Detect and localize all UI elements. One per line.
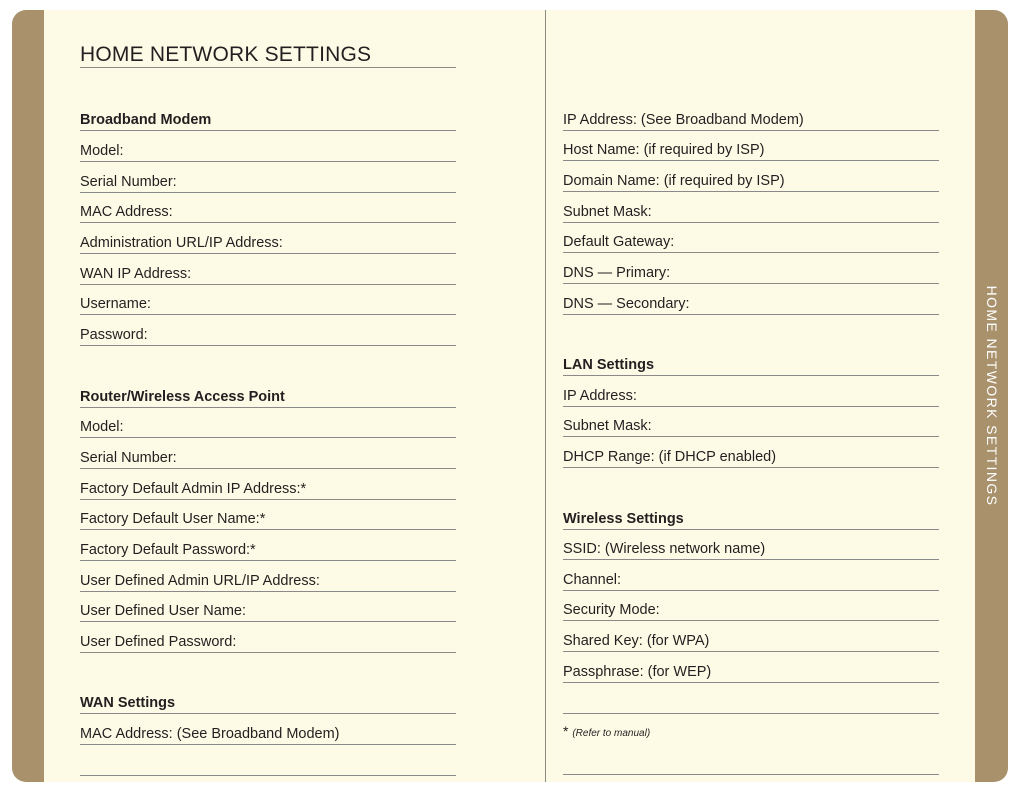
form-field-line[interactable]: Administration URL/IP Address: [80, 233, 456, 254]
form-field-line[interactable]: Username: [80, 294, 456, 315]
form-field-line[interactable]: Model: [80, 141, 456, 162]
section-heading: Wireless Settings [563, 509, 939, 530]
form-field-line[interactable]: SSID: (Wireless network name) [563, 539, 939, 560]
form-field-line[interactable]: DHCP Range: (if DHCP enabled) [563, 447, 939, 468]
form-field-line[interactable]: DNS — Primary: [563, 263, 939, 284]
form-field-line[interactable]: Password: [80, 325, 456, 346]
form-field-line[interactable]: Security Mode: [563, 600, 939, 621]
form-field-line[interactable]: Factory Default Admin IP Address:* [80, 479, 456, 500]
form-field-line[interactable]: WAN IP Address: [80, 264, 456, 285]
form-field-line[interactable]: Subnet Mask: [563, 416, 939, 437]
form-field-line[interactable]: IP Address: [563, 386, 939, 407]
footnote-mark: * [563, 723, 569, 739]
side-tab [975, 10, 1008, 782]
center-fold [545, 10, 546, 782]
section-heading: LAN Settings [563, 355, 939, 376]
section-heading: WAN Settings [80, 693, 456, 714]
page-paper [44, 10, 975, 782]
form-field-line[interactable]: Passphrase: (for WEP) [563, 662, 939, 683]
form-field-line[interactable]: Model: [80, 417, 456, 438]
form-field-line[interactable]: User Defined Admin URL/IP Address: [80, 571, 456, 592]
form-field-line[interactable]: Factory Default User Name:* [80, 509, 456, 530]
form-field-line[interactable]: MAC Address: [80, 202, 456, 223]
page-title: HOME NETWORK SETTINGS [80, 43, 456, 68]
notebook-page [12, 10, 1008, 782]
blank-line[interactable] [563, 754, 939, 775]
form-field-line[interactable]: Serial Number: [80, 448, 456, 469]
form-field-line[interactable]: User Defined Password: [80, 632, 456, 653]
form-field-line[interactable]: DNS — Secondary: [563, 294, 939, 315]
form-field-line[interactable]: Channel: [563, 570, 939, 591]
form-field-line[interactable]: Subnet Mask: [563, 202, 939, 223]
section-heading: Broadband Modem [80, 110, 456, 131]
footnote-text: (Refer to manual) [572, 728, 651, 739]
blank-line[interactable] [80, 755, 456, 776]
blank-line[interactable] [563, 693, 939, 714]
form-field-line[interactable]: User Defined User Name: [80, 601, 456, 622]
form-field-line[interactable]: Shared Key: (for WPA) [563, 631, 939, 652]
form-field-line[interactable]: Factory Default Password:* [80, 540, 456, 561]
form-field-line[interactable]: Serial Number: [80, 172, 456, 193]
side-tab-label: HOME NETWORK SETTINGS [983, 285, 1000, 507]
form-field-line[interactable]: Default Gateway: [563, 232, 939, 253]
footnote [563, 723, 650, 739]
section-heading: Router/Wireless Access Point [80, 387, 456, 408]
form-field-line[interactable]: Host Name: (if required by ISP) [563, 140, 939, 161]
form-field-line[interactable]: Domain Name: (if required by ISP) [563, 171, 939, 192]
form-field-line[interactable]: MAC Address: (See Broadband Modem) [80, 724, 456, 745]
form-field-line[interactable]: IP Address: (See Broadband Modem) [563, 110, 939, 131]
